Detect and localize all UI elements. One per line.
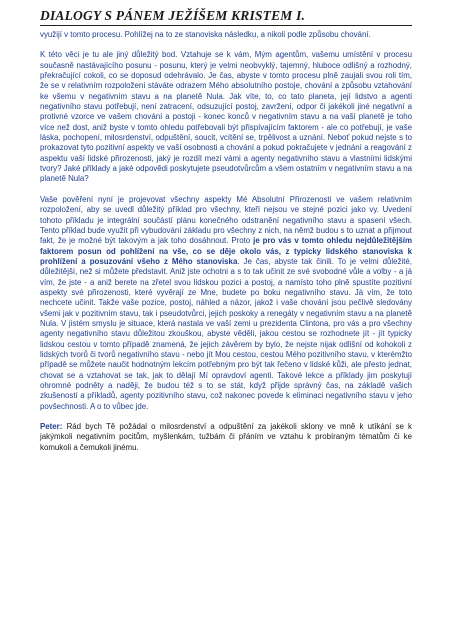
running-header [40,8,412,26]
document-body [40,30,412,453]
emphasized-text: je pro vás v tomto ohledu nejdůležitějším faktorem posun od pohlížení na vše, co se děje okolo vás, z typicky lidského stanoviska k prohlížení a posuzování všeho z Mého stanoviska [40,236,412,266]
paragraph-text-start: Vaše pověření nyní je projevovat všechny aspekty Mé Absolutní Přirozenosti ve vašem relativním rozpoložení, aby se uvedl důležitý příklad pro všechny, kteří nejsou ve stejné pozici jako vy. Uvedení tohoto příkladu je integrální součástí plánu konečného odstranění negativního stavu a spasení všech. Tento příklad bude využit při vybudování základu pro všechny z nich, na němž budou s to uznat a přijmout fakt, že je možné být takovým a jak toho dosáhnout. Proto [40,194,412,246]
paragraph-text: K této věci je tu ale jiný důležitý bod. Vztahuje se k vám, Mým agentům, vašemu umístění v procesu současně nastávajícího posunu - posunu, který je velmi neobvyklý, tajemný, hluboce odlišný a rozhodný, překračující cokoli, co se doposud odehrávalo. Je čas, abyste v tomto procesu plně zaujali svou roli tím, že se v relativním rozpoložení stáváte odrazem Mého absolutního postoje, chování a způsobu vztahování ke všemu v negativním stavu a na planetě Nula. Jak víte, to, co tato planeta, její lidstvo a agenti negativního stavu potřebují, není zatracení, odsuzující postoj, zavržení, odpor či jakékoli jiné negativní a protivné vzorce ve vašem chování a postoji - konec konců v negativním stavu a na vaší planetě je toho více než dost, aniž byste v tomto ohledu potřebovali být přispívajícím faktorem - ale co potřebují, je vaše láska, pochopení, milosrdenství, odpuštění, soucit, vcítění se, trpělivost a uznání. Neboť pokud nejste s to prokazovat tyto pozitivní aspekty ve vaší osobnosti a chování a pokud pokračujete v jednání a reagování z aspektu vaší lidské přirozenosti, jaký je rozdíl mezi vámi a agenty negativního stavu a vlastními lidskými tvory? Jaké příklady a jaké odpovědi poskytujete pseudotvůrcům a všem ostatním v negativním stavu a na planetě Nula? [40,50,412,184]
paragraph-text-end: . Je čas, abyste tak činili. To je velmi důležité, důležitější, než si můžete představit. Aniž jste ochotni a s to tak učinit ze své svobodné vůle a volby - a já vím, že jste - a aniž berete na zřetel svou lidskou pozici a postoj, a namísto toho plně spustíte pozitivní aspekty své přirozenosti, které vyvěrají ze Mne, budete po boku negativního stavu. Já vím, že toto nechcete učinit. Takže vaše pozice, postoj, náhled a názor, jakož i vaše chování jsou pečlivě sledovány všemi jak v pozitivním stavu, tak i pseudotvůrci, jejich poskoky a renegáty v negativním stavu a na planetě Nula. V jistém smyslu je situace, která nastala ve vaší zemi u prezidenta Clintona, pro vás a pro všechny agenty negativního stavu důležitou zkouškou, abyste věděli, jakou cestou se rozhodnete jít - jít typicky lidskou cestou v tomto případě znamená, že jejich závěrem by bylo, že nejste nijak odlišní od kohokoli z lidských tvorů či tvorů negativního stavu - nebo jít Mou cestou, cestou Mého pozitivního stavu, v kterémžto případě se můžete naučit hodnotným lekcím potřebným pro být tak řečeno v lidské kůži, ale přesto jednat, chovat se a vztahovat se tak, jak to dělají Mí opravdoví agenti. Takové lekce a příklady jim poskytují ohromné podněty a naději, že budou též s to se stát, když přijde správný čas, na základě vašich zkušeností a příkladů, agenty pozitivního stavu, což nakonec povede k eliminaci negativního stavu v jeho povšechnosti. A o to vůbec jde. [40,256,412,411]
speaker-label: Peter: [40,422,63,432]
paragraph-continuation [40,30,412,40]
paragraph-agents-role [40,50,412,184]
paragraph-text: využijí v tomto procesu. Pohlížej na to ze stanoviska následku, a nikoli podle způsobu chování. [40,30,371,39]
header-title: DIALOGY S PÁNEM JEŽÍŠEM KRISTEM I. [40,8,306,23]
paragraph-peter [40,422,412,453]
paragraph-text: Rád bych Tě požádal o milosrdenství a odpuštění za jakékoli sklony ve mně k utíkání se k jakýmkoli negativním pocitům, myšlenkám, tužbám či přáním ve vztahu k probíraným tématům či ke komukoli a čemukoli jinému. [40,422,412,452]
paragraph-mandate [40,195,412,412]
